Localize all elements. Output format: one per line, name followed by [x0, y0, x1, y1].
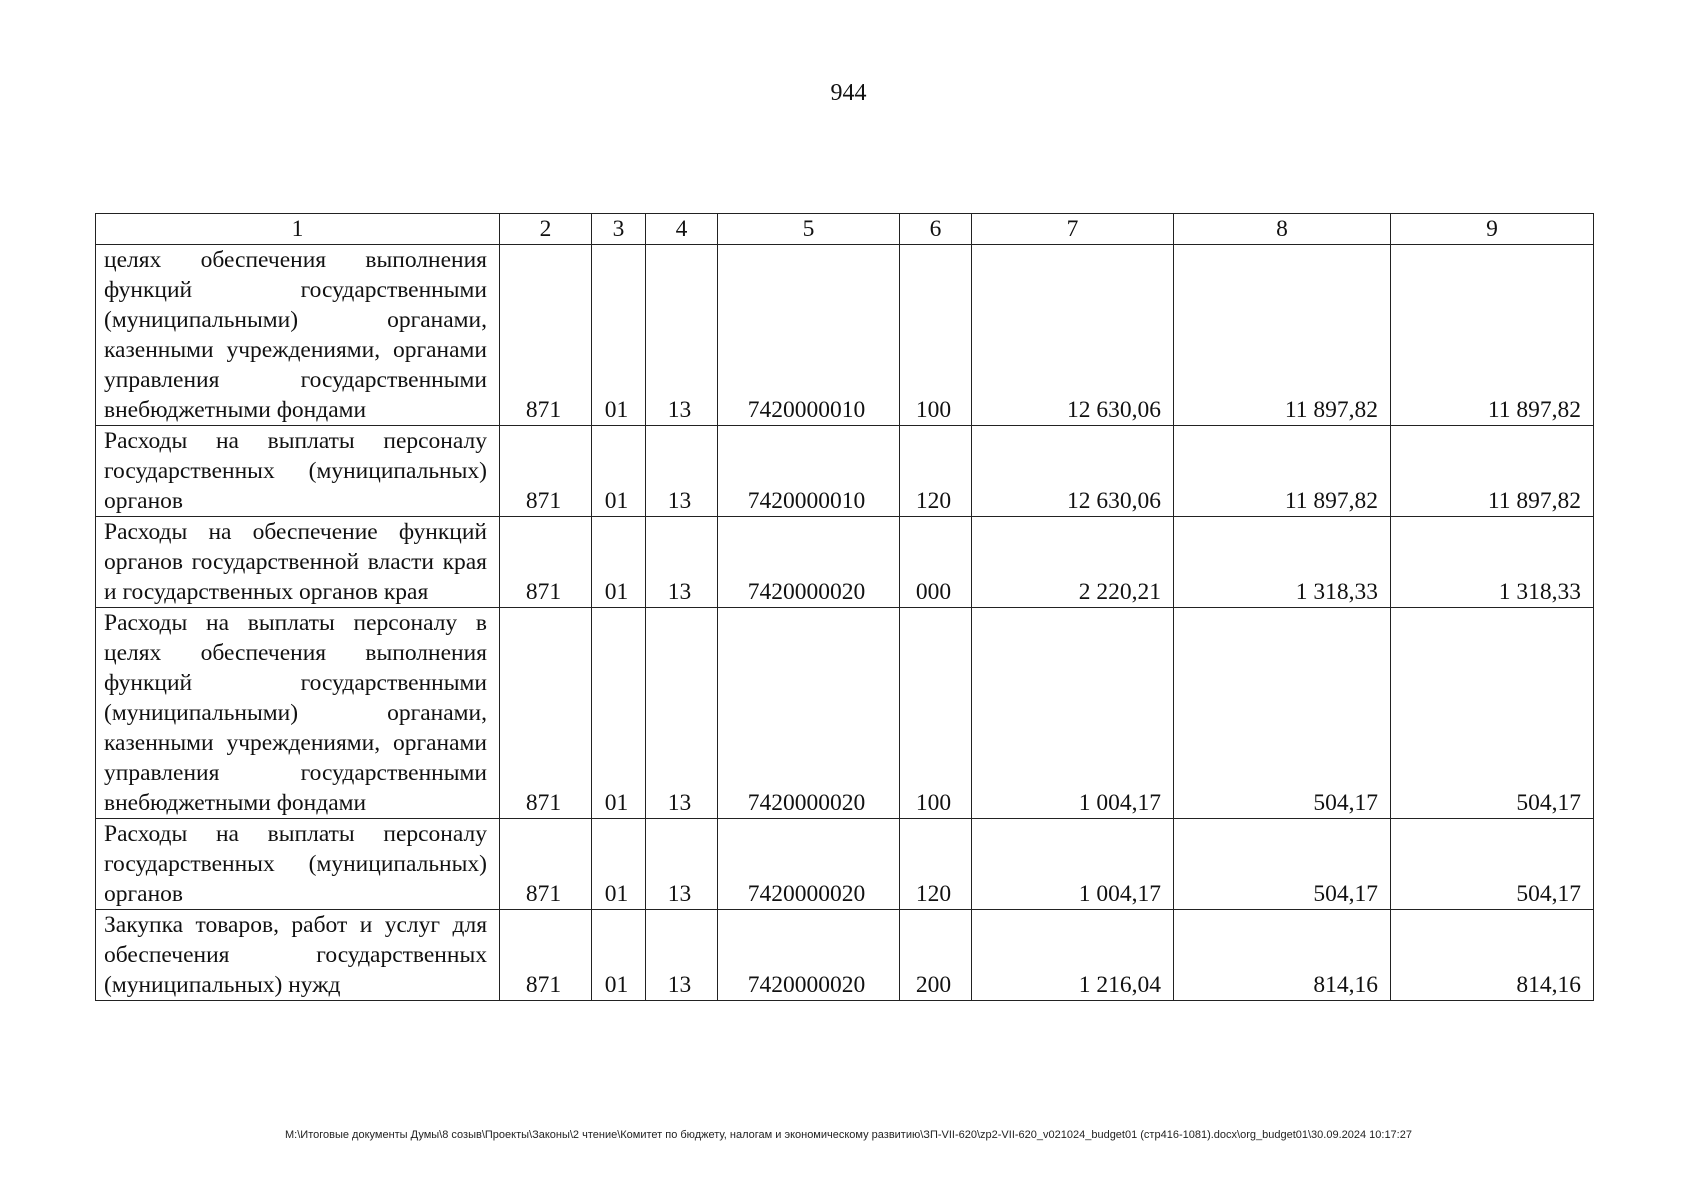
table-row — [96, 245, 1594, 426]
target-article-code: 7420000020 — [718, 608, 900, 819]
amount-col9: 1 318,33 — [1391, 517, 1594, 608]
admin-code: 871 — [500, 910, 592, 1001]
expense-type-code: 000 — [900, 517, 972, 608]
column-header: 7 — [972, 214, 1174, 245]
budget-table — [95, 213, 1594, 1001]
amount-col9: 504,17 — [1391, 819, 1594, 910]
expense-type-code: 100 — [900, 608, 972, 819]
subsection-code: 13 — [646, 819, 718, 910]
expense-name: Расходы на выплаты персоналу государственных (муниципальных) органов — [96, 426, 500, 517]
table-row — [96, 608, 1594, 819]
subsection-code: 13 — [646, 245, 718, 426]
subsection-code: 13 — [646, 910, 718, 1001]
section-code: 01 — [592, 245, 646, 426]
target-article-code: 7420000010 — [718, 426, 900, 517]
amount-col7: 1 216,04 — [972, 910, 1174, 1001]
target-article-code: 7420000020 — [718, 819, 900, 910]
section-code: 01 — [592, 819, 646, 910]
expense-name: Расходы на выплаты персоналу государственных (муниципальных) органов — [96, 819, 500, 910]
header-row — [96, 214, 1594, 245]
amount-col8: 1 318,33 — [1174, 517, 1391, 608]
column-header: 3 — [592, 214, 646, 245]
table-row — [96, 426, 1594, 517]
column-header: 2 — [500, 214, 592, 245]
amount-col7: 12 630,06 — [972, 245, 1174, 426]
amount-col8: 11 897,82 — [1174, 426, 1391, 517]
target-article-code: 7420000010 — [718, 245, 900, 426]
column-header: 9 — [1391, 214, 1594, 245]
expense-name: целях обеспечения выполнения функций государственными (муниципальными) органами, казенными учреждениями, органами управления государственными внебюджетными фондами — [96, 245, 500, 426]
amount-col8: 504,17 — [1174, 819, 1391, 910]
amount-col8: 504,17 — [1174, 608, 1391, 819]
subsection-code: 13 — [646, 608, 718, 819]
column-header: 5 — [718, 214, 900, 245]
amount-col8: 11 897,82 — [1174, 245, 1391, 426]
table-row — [96, 819, 1594, 910]
section-code: 01 — [592, 608, 646, 819]
amount-col7: 1 004,17 — [972, 608, 1174, 819]
admin-code: 871 — [500, 819, 592, 910]
expense-type-code: 100 — [900, 245, 972, 426]
amount-col9: 504,17 — [1391, 608, 1594, 819]
amount-col8: 814,16 — [1174, 910, 1391, 1001]
section-code: 01 — [592, 910, 646, 1001]
table-row — [96, 517, 1594, 608]
amount-col7: 1 004,17 — [972, 819, 1174, 910]
column-header: 8 — [1174, 214, 1391, 245]
expense-name: Расходы на обеспечение функций органов государственной власти края и государственных органов края — [96, 517, 500, 608]
target-article-code: 7420000020 — [718, 517, 900, 608]
table-row — [96, 910, 1594, 1001]
amount-col9: 11 897,82 — [1391, 426, 1594, 517]
section-code: 01 — [592, 426, 646, 517]
subsection-code: 13 — [646, 517, 718, 608]
column-header: 4 — [646, 214, 718, 245]
admin-code: 871 — [500, 426, 592, 517]
subsection-code: 13 — [646, 426, 718, 517]
expense-name: Расходы на выплаты персоналу в целях обеспечения выполнения функций государственными (муниципальными) органами, казенными учреждениями, органами управления государственными внебюджетными фондами — [96, 608, 500, 819]
column-header: 1 — [96, 214, 500, 245]
admin-code: 871 — [500, 608, 592, 819]
expense-type-code: 200 — [900, 910, 972, 1001]
target-article-code: 7420000020 — [718, 910, 900, 1001]
amount-col9: 814,16 — [1391, 910, 1594, 1001]
amount-col7: 2 220,21 — [972, 517, 1174, 608]
expense-type-code: 120 — [900, 426, 972, 517]
column-header: 6 — [900, 214, 972, 245]
admin-code: 871 — [500, 245, 592, 426]
section-code: 01 — [592, 517, 646, 608]
expense-type-code: 120 — [900, 819, 972, 910]
expense-name: Закупка товаров, работ и услуг для обеспечения государственных (муниципальных) нужд — [96, 910, 500, 1001]
page-number: 944 — [830, 80, 867, 106]
amount-col9: 11 897,82 — [1391, 245, 1594, 426]
document-file-path: M:\Итоговые документы Думы\8 созыв\Проекты\Законы\2 чтение\Комитет по бюджету, налогам и экономическому развитию\ЗП-VII-620\zp2-VII-620_v021024_budget01 (стр416-1081).docx\org_budget01\30.09.2024 10:17:27 — [285, 1129, 1412, 1141]
amount-col7: 12 630,06 — [972, 426, 1174, 517]
admin-code: 871 — [500, 517, 592, 608]
